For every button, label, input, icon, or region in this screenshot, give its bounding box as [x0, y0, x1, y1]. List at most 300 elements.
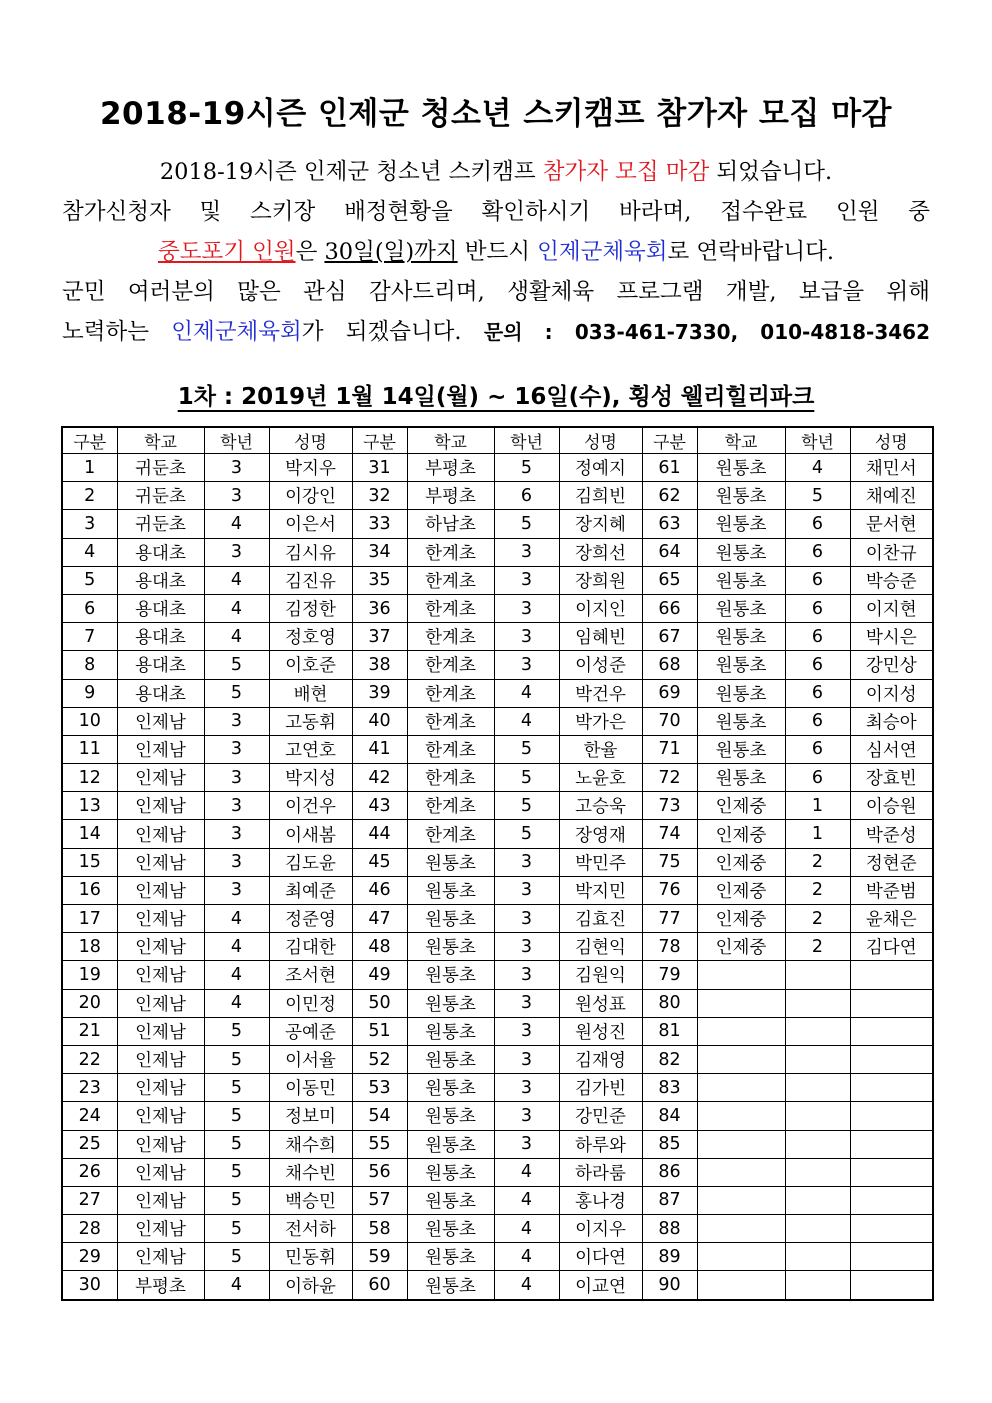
cell-name: 이동민 — [269, 1074, 352, 1102]
cell-no: 17 — [62, 905, 117, 933]
cell-school: 용대초 — [117, 679, 204, 707]
cell-school: 귀둔초 — [117, 510, 204, 538]
cell-school: 원통초 — [697, 679, 785, 707]
cell-grade: 3 — [204, 482, 269, 510]
cell-no: 70 — [642, 707, 697, 735]
cell-school — [697, 1102, 785, 1130]
table-row — [62, 1074, 933, 1102]
cell-school: 원통초 — [697, 538, 785, 566]
cell-name — [850, 1045, 933, 1073]
cell-name: 원성표 — [559, 989, 642, 1017]
cell-name: 박지민 — [559, 876, 642, 904]
cell-grade: 5 — [204, 1243, 269, 1271]
cell-name: 김현익 — [559, 933, 642, 961]
cell-no: 65 — [642, 566, 697, 594]
cell-name: 하라룸 — [559, 1158, 642, 1186]
notice-line-5 — [62, 312, 930, 352]
cell-school — [697, 1158, 785, 1186]
cell-no: 7 — [62, 623, 117, 651]
table-row — [62, 764, 933, 792]
cell-grade: 4 — [204, 961, 269, 989]
cell-name — [850, 1271, 933, 1300]
cell-grade: 3 — [204, 735, 269, 763]
cell-name — [850, 1243, 933, 1271]
cell-school: 원통초 — [697, 482, 785, 510]
cell-name: 채민서 — [850, 454, 933, 482]
cell-grade: 3 — [494, 1130, 559, 1158]
cell-name: 이교연 — [559, 1271, 642, 1300]
table-row — [62, 707, 933, 735]
cell-no: 22 — [62, 1045, 117, 1073]
cell-grade: 3 — [494, 566, 559, 594]
cell-school — [697, 1215, 785, 1243]
cell-no: 29 — [62, 1243, 117, 1271]
cell-grade: 3 — [204, 707, 269, 735]
cell-name: 김가빈 — [559, 1074, 642, 1102]
cell-school: 인제남 — [117, 1186, 204, 1214]
column-header-no: 구분 — [352, 427, 407, 454]
cell-no: 74 — [642, 820, 697, 848]
cell-no: 46 — [352, 876, 407, 904]
cell-name: 김다연 — [850, 933, 933, 961]
cell-name: 정예지 — [559, 454, 642, 482]
cell-school — [697, 1045, 785, 1073]
cell-no: 1 — [62, 454, 117, 482]
table-row — [62, 482, 933, 510]
cell-school: 인제중 — [697, 848, 785, 876]
cell-no: 56 — [352, 1158, 407, 1186]
cell-name: 홍나경 — [559, 1186, 642, 1214]
cell-no: 61 — [642, 454, 697, 482]
table-row — [62, 510, 933, 538]
table-body — [62, 454, 933, 1301]
cell-grade: 3 — [204, 792, 269, 820]
cell-grade: 2 — [785, 848, 850, 876]
cell-grade — [785, 1017, 850, 1045]
cell-grade: 3 — [494, 1045, 559, 1073]
cell-name — [850, 1102, 933, 1130]
cell-school: 원통초 — [697, 651, 785, 679]
cell-school: 원통초 — [407, 1102, 494, 1130]
cell-grade: 5 — [785, 482, 850, 510]
cell-grade: 4 — [204, 989, 269, 1017]
column-header-grade: 학년 — [204, 427, 269, 454]
cell-no: 13 — [62, 792, 117, 820]
cell-school: 한계초 — [407, 707, 494, 735]
table-row — [62, 594, 933, 622]
table-row — [62, 735, 933, 763]
cell-school: 원통초 — [407, 1186, 494, 1214]
cell-no: 6 — [62, 594, 117, 622]
cell-name: 이지현 — [850, 594, 933, 622]
notice-text-segment: 2018-19시즌 인제군 청소년 스키캠프 — [159, 159, 543, 185]
cell-name: 김도윤 — [269, 848, 352, 876]
table-row — [62, 1017, 933, 1045]
cell-grade: 6 — [785, 651, 850, 679]
cell-name: 김대한 — [269, 933, 352, 961]
cell-no: 27 — [62, 1186, 117, 1214]
column-header-grade: 학년 — [785, 427, 850, 454]
cell-grade — [785, 1074, 850, 1102]
cell-name: 이지인 — [559, 594, 642, 622]
cell-school: 인제남 — [117, 764, 204, 792]
cell-grade: 5 — [494, 820, 559, 848]
cell-no: 66 — [642, 594, 697, 622]
cell-no: 72 — [642, 764, 697, 792]
table-row — [62, 961, 933, 989]
cell-grade: 6 — [785, 538, 850, 566]
notice-text — [62, 152, 930, 352]
cell-no: 4 — [62, 538, 117, 566]
cell-school: 하남초 — [407, 510, 494, 538]
cell-grade: 5 — [204, 1102, 269, 1130]
cell-school: 원통초 — [407, 1130, 494, 1158]
cell-school: 원통초 — [697, 566, 785, 594]
cell-grade — [785, 989, 850, 1017]
cell-no: 89 — [642, 1243, 697, 1271]
cell-grade: 3 — [494, 651, 559, 679]
cell-school: 인제중 — [697, 876, 785, 904]
cell-grade: 5 — [204, 651, 269, 679]
cell-no: 34 — [352, 538, 407, 566]
notice-line-4: 군민 여러분의 많은 관심 감사드리며, 생활체육 프로그램 개발, 보급을 위해 — [62, 279, 930, 305]
cell-no: 64 — [642, 538, 697, 566]
cell-name: 정준영 — [269, 905, 352, 933]
table-row — [62, 989, 933, 1017]
cell-no: 33 — [352, 510, 407, 538]
cell-grade: 6 — [785, 764, 850, 792]
cell-no: 31 — [352, 454, 407, 482]
cell-no: 84 — [642, 1102, 697, 1130]
closing-highlight: 참가자 모집 마감 — [542, 159, 710, 185]
cell-no: 73 — [642, 792, 697, 820]
cell-grade: 6 — [785, 679, 850, 707]
cell-no: 20 — [62, 989, 117, 1017]
cell-name: 공예준 — [269, 1017, 352, 1045]
cell-name: 채예진 — [850, 482, 933, 510]
cell-grade: 4 — [204, 905, 269, 933]
cell-no: 12 — [62, 764, 117, 792]
cell-grade: 5 — [204, 679, 269, 707]
cell-school: 인제남 — [117, 1130, 204, 1158]
column-header-school: 학교 — [407, 427, 494, 454]
cell-no: 47 — [352, 905, 407, 933]
notice-text-segment: 로 연락바랍니다. — [667, 239, 834, 265]
cell-school: 한계초 — [407, 651, 494, 679]
cell-school: 원통초 — [697, 623, 785, 651]
table-row — [62, 876, 933, 904]
cell-name — [850, 989, 933, 1017]
cell-name: 조서현 — [269, 961, 352, 989]
cell-school: 인제남 — [117, 989, 204, 1017]
column-header-school: 학교 — [697, 427, 785, 454]
cell-grade: 5 — [494, 764, 559, 792]
cell-school: 원통초 — [697, 735, 785, 763]
cell-no: 88 — [642, 1215, 697, 1243]
cell-grade: 1 — [785, 820, 850, 848]
column-header-name: 성명 — [559, 427, 642, 454]
column-header-no: 구분 — [62, 427, 117, 454]
cell-name: 윤채은 — [850, 905, 933, 933]
cell-school: 부평초 — [407, 454, 494, 482]
cell-grade: 4 — [204, 510, 269, 538]
cell-no: 50 — [352, 989, 407, 1017]
cell-grade: 3 — [494, 594, 559, 622]
cell-name: 김시유 — [269, 538, 352, 566]
cell-name: 박가은 — [559, 707, 642, 735]
cell-school: 원통초 — [407, 1215, 494, 1243]
cell-school: 한계초 — [407, 679, 494, 707]
cell-name — [850, 1130, 933, 1158]
cell-grade: 5 — [204, 1130, 269, 1158]
cell-school: 부평초 — [117, 1271, 204, 1300]
table-row — [62, 1158, 933, 1186]
cell-no: 53 — [352, 1074, 407, 1102]
cell-school: 인제중 — [697, 792, 785, 820]
cell-school: 인제중 — [697, 820, 785, 848]
withdrawal-highlight: 중도포기 인원 — [158, 239, 296, 265]
cell-name: 강민상 — [850, 651, 933, 679]
cell-no: 55 — [352, 1130, 407, 1158]
cell-name: 이하윤 — [269, 1271, 352, 1300]
cell-grade: 4 — [494, 1215, 559, 1243]
cell-no: 35 — [352, 566, 407, 594]
cell-grade: 4 — [204, 566, 269, 594]
cell-school: 원통초 — [407, 905, 494, 933]
cell-no: 82 — [642, 1045, 697, 1073]
cell-school — [697, 1074, 785, 1102]
cell-grade — [785, 1130, 850, 1158]
cell-school: 용대초 — [117, 538, 204, 566]
cell-grade — [785, 1186, 850, 1214]
cell-grade: 5 — [494, 792, 559, 820]
cell-school: 한계초 — [407, 792, 494, 820]
cell-name: 장희선 — [559, 538, 642, 566]
cell-school: 원통초 — [697, 454, 785, 482]
cell-name: 이서율 — [269, 1045, 352, 1073]
cell-grade: 5 — [204, 1017, 269, 1045]
cell-grade: 2 — [785, 876, 850, 904]
cell-grade: 2 — [785, 905, 850, 933]
table-row — [62, 1130, 933, 1158]
cell-school: 용대초 — [117, 566, 204, 594]
cell-school: 인제남 — [117, 1243, 204, 1271]
cell-name: 심서연 — [850, 735, 933, 763]
cell-school: 용대초 — [117, 623, 204, 651]
notice-line-1 — [62, 152, 930, 192]
cell-school: 한계초 — [407, 764, 494, 792]
cell-school: 원통초 — [407, 848, 494, 876]
cell-name: 김진유 — [269, 566, 352, 594]
cell-no: 85 — [642, 1130, 697, 1158]
cell-grade: 5 — [494, 735, 559, 763]
cell-name: 장영재 — [559, 820, 642, 848]
cell-no: 40 — [352, 707, 407, 735]
cell-no: 10 — [62, 707, 117, 735]
cell-no: 16 — [62, 876, 117, 904]
cell-name: 이건우 — [269, 792, 352, 820]
cell-school: 원통초 — [407, 1271, 494, 1300]
cell-school: 인제남 — [117, 905, 204, 933]
cell-name: 이승원 — [850, 792, 933, 820]
cell-school: 인제남 — [117, 961, 204, 989]
cell-no: 45 — [352, 848, 407, 876]
cell-no: 28 — [62, 1215, 117, 1243]
cell-name — [850, 1215, 933, 1243]
cell-school: 원통초 — [407, 876, 494, 904]
cell-school — [697, 1186, 785, 1214]
cell-grade: 3 — [494, 623, 559, 651]
column-header-name: 성명 — [850, 427, 933, 454]
cell-name — [850, 1158, 933, 1186]
cell-grade: 6 — [785, 707, 850, 735]
cell-name: 민동휘 — [269, 1243, 352, 1271]
cell-no: 49 — [352, 961, 407, 989]
cell-no: 36 — [352, 594, 407, 622]
cell-grade: 3 — [494, 905, 559, 933]
cell-no: 21 — [62, 1017, 117, 1045]
cell-no: 75 — [642, 848, 697, 876]
cell-school: 인제남 — [117, 1017, 204, 1045]
cell-name: 전서하 — [269, 1215, 352, 1243]
page-title: 2018-19시즌 인제군 청소년 스키캠프 참가자 모집 마감 — [99, 96, 892, 132]
cell-name: 백승민 — [269, 1186, 352, 1214]
cell-school: 한계초 — [407, 538, 494, 566]
cell-no: 52 — [352, 1045, 407, 1073]
cell-name: 정호영 — [269, 623, 352, 651]
cell-grade: 3 — [494, 848, 559, 876]
cell-no: 51 — [352, 1017, 407, 1045]
cell-school: 인제남 — [117, 1102, 204, 1130]
cell-grade: 3 — [204, 876, 269, 904]
cell-school: 인제남 — [117, 1074, 204, 1102]
cell-grade: 3 — [204, 454, 269, 482]
cell-name: 박지성 — [269, 764, 352, 792]
cell-grade: 4 — [494, 1158, 559, 1186]
cell-name: 이강인 — [269, 482, 352, 510]
table-row — [62, 1243, 933, 1271]
cell-school: 원통초 — [407, 1017, 494, 1045]
notice-line-3 — [62, 232, 930, 272]
cell-name — [850, 1074, 933, 1102]
cell-name — [850, 1186, 933, 1214]
column-header-school: 학교 — [117, 427, 204, 454]
cell-name: 김원익 — [559, 961, 642, 989]
cell-no: 79 — [642, 961, 697, 989]
cell-grade: 4 — [204, 1271, 269, 1300]
cell-school: 원통초 — [407, 1074, 494, 1102]
cell-grade: 1 — [785, 792, 850, 820]
cell-name: 하루와 — [559, 1130, 642, 1158]
cell-name: 원성진 — [559, 1017, 642, 1045]
cell-name — [850, 1017, 933, 1045]
cell-name: 김효진 — [559, 905, 642, 933]
cell-grade: 3 — [204, 538, 269, 566]
table-row — [62, 679, 933, 707]
cell-school: 인제남 — [117, 1215, 204, 1243]
cell-grade: 3 — [494, 876, 559, 904]
cell-no: 3 — [62, 510, 117, 538]
cell-name: 박건우 — [559, 679, 642, 707]
cell-no: 77 — [642, 905, 697, 933]
cell-grade: 6 — [785, 623, 850, 651]
cell-no: 14 — [62, 820, 117, 848]
cell-school: 원통초 — [407, 1045, 494, 1073]
cell-school: 원통초 — [407, 1243, 494, 1271]
organization-name: 인제군체육회 — [171, 319, 302, 345]
cell-grade: 5 — [204, 1186, 269, 1214]
cell-grade: 3 — [494, 1017, 559, 1045]
notice-text-segment: 은 — [295, 239, 325, 265]
cell-grade: 3 — [494, 538, 559, 566]
cell-no: 30 — [62, 1271, 117, 1300]
notice-line-2: 참가신청자 및 스키장 배정현황을 확인하시기 바라며, 접수완료 인원 중 — [62, 199, 930, 225]
cell-name: 박지우 — [269, 454, 352, 482]
cell-school: 원통초 — [697, 707, 785, 735]
cell-no: 24 — [62, 1102, 117, 1130]
cell-grade: 6 — [785, 566, 850, 594]
column-header-name: 성명 — [269, 427, 352, 454]
cell-school: 인제남 — [117, 848, 204, 876]
participant-table — [61, 426, 934, 1301]
cell-name: 노윤호 — [559, 764, 642, 792]
cell-name: 김재영 — [559, 1045, 642, 1073]
cell-name: 박준범 — [850, 876, 933, 904]
cell-grade — [785, 961, 850, 989]
cell-grade: 6 — [785, 510, 850, 538]
cell-no: 81 — [642, 1017, 697, 1045]
cell-grade: 3 — [494, 933, 559, 961]
cell-no: 71 — [642, 735, 697, 763]
cell-name: 이찬규 — [850, 538, 933, 566]
cell-no: 38 — [352, 651, 407, 679]
cell-grade: 4 — [204, 623, 269, 651]
table-row — [62, 1102, 933, 1130]
cell-school: 원통초 — [407, 961, 494, 989]
cell-no: 86 — [642, 1158, 697, 1186]
cell-no: 25 — [62, 1130, 117, 1158]
cell-name: 문서현 — [850, 510, 933, 538]
cell-no: 44 — [352, 820, 407, 848]
cell-name: 최예준 — [269, 876, 352, 904]
cell-name: 장희원 — [559, 566, 642, 594]
cell-school: 인제남 — [117, 933, 204, 961]
cell-no: 8 — [62, 651, 117, 679]
cell-grade: 4 — [204, 594, 269, 622]
cell-grade: 5 — [204, 1045, 269, 1073]
cell-grade — [785, 1045, 850, 1073]
cell-grade: 6 — [785, 735, 850, 763]
cell-no: 41 — [352, 735, 407, 763]
session-title — [0, 378, 992, 411]
cell-name: 장지혜 — [559, 510, 642, 538]
cell-name: 최승아 — [850, 707, 933, 735]
cell-grade — [785, 1215, 850, 1243]
cell-grade: 4 — [204, 933, 269, 961]
cell-school: 인제남 — [117, 707, 204, 735]
cell-grade: 3 — [204, 820, 269, 848]
cell-no: 11 — [62, 735, 117, 763]
column-header-grade: 학년 — [494, 427, 559, 454]
cell-school: 인제남 — [117, 1158, 204, 1186]
deadline-text: 30일(일)까지 — [324, 239, 458, 265]
cell-school — [697, 1271, 785, 1300]
table-row — [62, 1045, 933, 1073]
cell-no: 5 — [62, 566, 117, 594]
cell-name: 박승준 — [850, 566, 933, 594]
cell-name: 정보미 — [269, 1102, 352, 1130]
cell-grade — [785, 1158, 850, 1186]
